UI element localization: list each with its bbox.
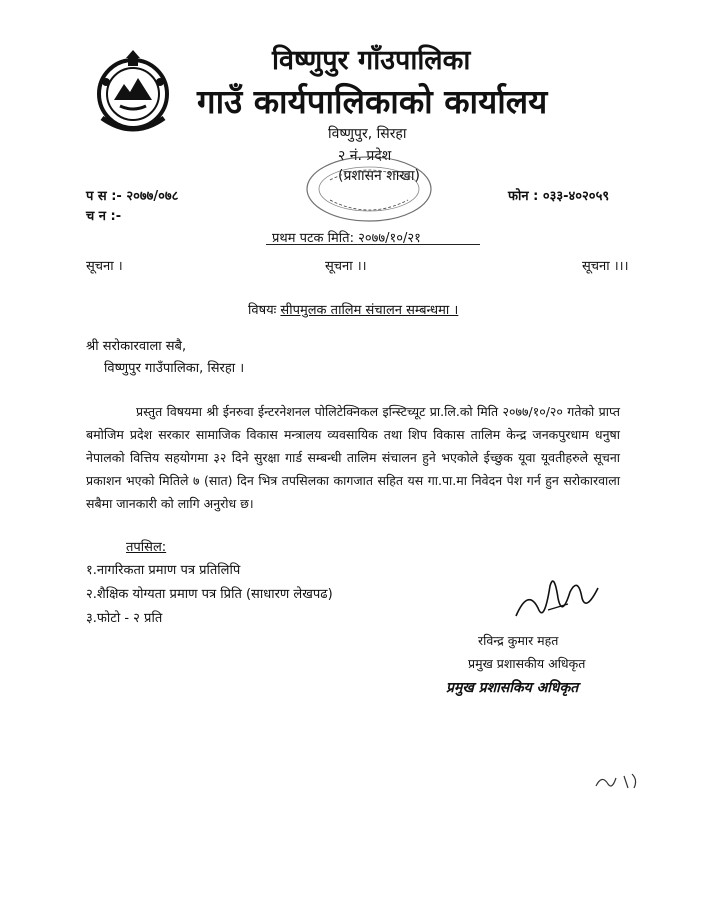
subject-label: विषयः [248, 303, 277, 318]
dispatch-number: च न :- [86, 209, 122, 224]
subject-line [248, 300, 458, 318]
details-item: २.शैक्षिक योग्यता प्रमाण पत्र प्रिति (साधारण लेखपढ) [86, 587, 333, 602]
office-location: विष्णुपुर, सिरहा [328, 126, 407, 142]
municipality-name: विष्णुपुर गाँउपालिका [272, 45, 471, 76]
notice-label-3: सूचना ।।। [582, 259, 629, 274]
date-underline [266, 244, 480, 245]
margin-scribble [594, 768, 644, 792]
office-stamp [300, 150, 438, 228]
signatory-name: रविन्द्र कुमार महत [478, 633, 559, 648]
notice-label-1: सूचना । [86, 259, 123, 274]
first-notice-date: प्रथम पटक मिति: २०७७/१०/२१ [272, 231, 421, 246]
signature [508, 568, 608, 628]
recipient: श्री सरोकारवाला सबै, [86, 339, 187, 354]
office-name: गाउँ कार्यपालिकाको कार्यालय [197, 82, 548, 121]
phone-number: फोन : ०३३-४०२०५९ [508, 189, 610, 204]
nepal-emblem-icon [92, 48, 174, 136]
section-name: (प्रशासन शाखा) [338, 168, 420, 184]
province-name: २ नं. प्रदेश [338, 148, 392, 164]
reference-number: प स :- २०७७/०७८ [86, 189, 179, 204]
body-paragraph: प्रस्तुत विषयमा श्री ईनरुवा ईन्टरनेशनल पोलिटेक्निकल इन्स्टिच्यूट प्रा.लि.को मिति २०७७/१०/२० गतेको प्राप्त बमोजिम प्रदेश सरकार सामाजिक विकास मन्त्रालय व्यवसायिक तथा शिप विकास तालिम केन्द्र जनकपुरधाम धनुषा नेपालको वित्तिय सहयोगमा ३२ दिने सुरक्षा गार्ड सम्बन्धी तालिम संचालन हुने भएकोले ईच्छुक यूवा यूवतीहरुले सूचना प्रकाशन भएको मितिले ७ (सात) दिन भित्र तपसिलका कागजात सहित यस गा.पा.मा निवेदन पेश गर्न हुन सरोकारवाला सबैमा जानकारी को लागि अनुरोध छ। [86, 404, 620, 511]
subject-text: सीपमुलक तालिम संचालन सम्बन्धमा । [280, 303, 459, 318]
details-title: तपसिल: [126, 540, 167, 555]
recipient-place: विष्णुपुर गाउँपालिका, सिरहा । [104, 361, 245, 376]
notice-label-2: सूचना ।। [325, 259, 367, 274]
signatory-designation: प्रमुख प्रशासकीय अधिकृत [468, 656, 586, 671]
details-item: ३.फोटो - २ प्रति [86, 611, 163, 626]
details-item: १.नागरिकता प्रमाण पत्र प्रतिलिपि [86, 563, 241, 578]
stamp-designation: प्रमुख प्रशासकिय अधिकृत [446, 680, 579, 696]
